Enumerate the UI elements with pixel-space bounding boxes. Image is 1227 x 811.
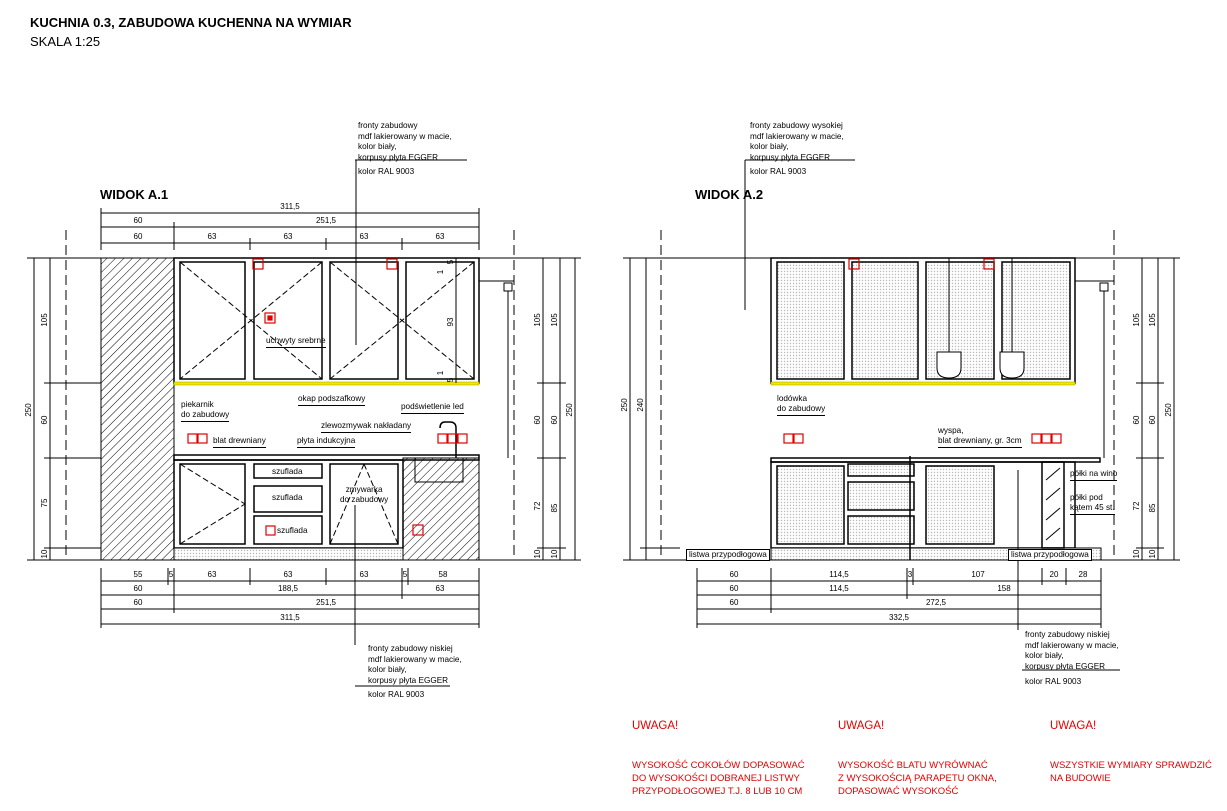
svg-text:250: 250 bbox=[1164, 403, 1173, 417]
svg-text:5: 5 bbox=[168, 570, 174, 579]
svg-text:85: 85 bbox=[1148, 503, 1157, 513]
svg-text:85: 85 bbox=[550, 503, 559, 513]
svg-text:10: 10 bbox=[533, 549, 542, 559]
a1-top-note: fronty zabudowy mdf lakierowany w macie, kolor biały, korpusy płyta EGGER bbox=[358, 121, 452, 162]
svg-text:60: 60 bbox=[1148, 415, 1157, 425]
a2-top-ral: kolor RAL 9003 bbox=[750, 167, 807, 176]
label-drawer-1: szuflada bbox=[272, 467, 303, 476]
a1-top-ral: kolor RAL 9003 bbox=[358, 167, 415, 176]
svg-text:5: 5 bbox=[402, 570, 408, 579]
label-wine: półki na wino bbox=[1070, 469, 1117, 481]
warning-dimensions-text: WSZYSTKIE WYMIARY SPRAWDZIĆ NA BUDOWIE bbox=[1050, 760, 1212, 784]
label-plinth-2: listwa przypodłogowa bbox=[1008, 549, 1092, 561]
svg-text:63: 63 bbox=[207, 570, 217, 579]
svg-text:158: 158 bbox=[997, 584, 1011, 593]
warning-dimensions bbox=[1050, 694, 1212, 798]
svg-text:10: 10 bbox=[550, 549, 559, 559]
svg-text:250: 250 bbox=[565, 403, 574, 417]
svg-text:20: 20 bbox=[1049, 570, 1059, 579]
svg-text:58: 58 bbox=[438, 570, 448, 579]
svg-text:105: 105 bbox=[40, 313, 49, 327]
svg-text:10: 10 bbox=[1132, 549, 1141, 559]
warning-plinth bbox=[632, 694, 805, 811]
warning-plinth-head: UWAGA! bbox=[632, 720, 679, 732]
svg-text:60: 60 bbox=[133, 216, 143, 225]
label-hood: okap podszafkowy bbox=[298, 394, 365, 406]
a2-bottom-ral: kolor RAL 9003 bbox=[1025, 677, 1082, 686]
svg-text:251,5: 251,5 bbox=[315, 216, 337, 225]
warning-worktop bbox=[838, 694, 997, 811]
svg-text:188,5: 188,5 bbox=[277, 584, 299, 593]
svg-text:63: 63 bbox=[435, 584, 445, 593]
svg-text:28: 28 bbox=[1078, 570, 1088, 579]
svg-text:60: 60 bbox=[729, 570, 739, 579]
svg-text:5: 5 bbox=[446, 377, 455, 383]
label-hob: płyta indukcyjna bbox=[297, 436, 355, 448]
svg-text:240: 240 bbox=[636, 398, 645, 412]
svg-text:93: 93 bbox=[446, 317, 455, 327]
svg-text:250: 250 bbox=[620, 398, 629, 412]
label-drawer-3: szuflada bbox=[277, 526, 308, 535]
svg-text:105: 105 bbox=[550, 313, 559, 327]
svg-text:63: 63 bbox=[283, 570, 293, 579]
svg-text:63: 63 bbox=[359, 232, 369, 241]
dim-a1-total-top: 311,5 bbox=[280, 202, 300, 211]
label-oven: piekarnik do zabudowy bbox=[181, 400, 229, 422]
warning-plinth-text: WYSOKOŚĆ COKOŁÓW DOPASOWAĆ DO WYSOKOŚCI DOBRANEJ LISTWY PRZYPODŁOGOWEJ T.J. 8 LUB 10 CM bbox=[632, 760, 805, 797]
svg-text:250: 250 bbox=[24, 403, 33, 417]
svg-text:60: 60 bbox=[729, 598, 739, 607]
a2-bottom-note: fronty zabudowy niskiej mdf lakierowany w macie, kolor biały, korpusy płyta EGGER bbox=[1025, 630, 1119, 671]
svg-text:60: 60 bbox=[533, 415, 542, 425]
label-plinth-1: listwa przypodłogowa bbox=[686, 549, 770, 561]
svg-text:5: 5 bbox=[446, 259, 455, 265]
drawing-scale: SKALA 1:25 bbox=[30, 34, 101, 49]
warning-worktop-head: UWAGA! bbox=[838, 720, 885, 732]
drawing-title: KUCHNIA 0.3, ZABUDOWA KUCHENNA NA WYMIAR bbox=[30, 15, 352, 30]
svg-text:3: 3 bbox=[907, 570, 913, 579]
label-handles: uchwyty srebrne bbox=[266, 336, 326, 348]
svg-text:332,5: 332,5 bbox=[888, 613, 910, 622]
a1-bottom-ral: kolor RAL 9003 bbox=[368, 690, 425, 699]
svg-text:107: 107 bbox=[971, 570, 985, 579]
svg-text:72: 72 bbox=[533, 501, 542, 511]
svg-text:60: 60 bbox=[729, 584, 739, 593]
svg-text:114,5: 114,5 bbox=[829, 570, 849, 579]
svg-text:272,5: 272,5 bbox=[925, 598, 947, 607]
svg-text:1: 1 bbox=[436, 269, 445, 275]
label-fridge: lodówka do zabudowy bbox=[777, 394, 825, 416]
svg-text:60: 60 bbox=[1132, 415, 1141, 425]
a1-bottom-note: fronty zabudowy niskiej mdf lakierowany w macie, kolor biały, korpusy płyta EGGER bbox=[368, 644, 462, 685]
svg-text:72: 72 bbox=[1132, 501, 1141, 511]
warning-dimensions-head: UWAGA! bbox=[1050, 720, 1097, 732]
svg-text:10: 10 bbox=[1148, 549, 1157, 559]
label-worktop: blat drewniany bbox=[213, 436, 266, 448]
view-title-a1: WIDOK A.1 bbox=[100, 187, 169, 202]
warning-worktop-text: WYSOKOŚĆ BLATU WYRÓWNAĆ Z WYSOKOŚCIĄ PARAPETU OKNA, DOPASOWAĆ WYSOKOŚĆ bbox=[838, 760, 997, 797]
svg-text:114,5: 114,5 bbox=[829, 584, 849, 593]
view-title-a2: WIDOK A.2 bbox=[695, 187, 764, 202]
svg-text:60: 60 bbox=[40, 415, 49, 425]
svg-text:63: 63 bbox=[207, 232, 217, 241]
svg-text:105: 105 bbox=[533, 313, 542, 327]
svg-text:60: 60 bbox=[133, 598, 143, 607]
svg-text:63: 63 bbox=[435, 232, 445, 241]
view-a2-drawing bbox=[623, 160, 1180, 670]
label-shelves: półki pod kątem 45 st. bbox=[1070, 493, 1115, 515]
svg-text:75: 75 bbox=[40, 498, 49, 508]
svg-text:311,5: 311,5 bbox=[280, 613, 300, 622]
label-drawer-2: szuflada bbox=[272, 493, 303, 502]
svg-text:60: 60 bbox=[133, 584, 143, 593]
a2-top-note: fronty zabudowy wysokiej mdf lakierowany w macie, kolor biały, korpusy płyta EGGER bbox=[750, 121, 844, 162]
svg-text:60: 60 bbox=[550, 415, 559, 425]
label-sink: zlewozmywak nakładany bbox=[321, 421, 411, 433]
label-island: wyspa, blat drewniany, gr. 3cm bbox=[938, 426, 1022, 448]
label-led: podświetlenie led bbox=[401, 402, 464, 414]
svg-text:60: 60 bbox=[133, 232, 143, 241]
svg-text:251,5: 251,5 bbox=[315, 598, 337, 607]
svg-text:63: 63 bbox=[283, 232, 293, 241]
svg-text:1: 1 bbox=[436, 370, 445, 376]
svg-text:105: 105 bbox=[1148, 313, 1157, 327]
label-dishwasher: zmywarka do zabudowy bbox=[340, 485, 389, 504]
svg-text:55: 55 bbox=[133, 570, 143, 579]
view-a1-drawing bbox=[27, 160, 581, 686]
svg-text:10: 10 bbox=[40, 549, 49, 559]
svg-text:105: 105 bbox=[1132, 313, 1141, 327]
svg-text:63: 63 bbox=[359, 570, 369, 579]
